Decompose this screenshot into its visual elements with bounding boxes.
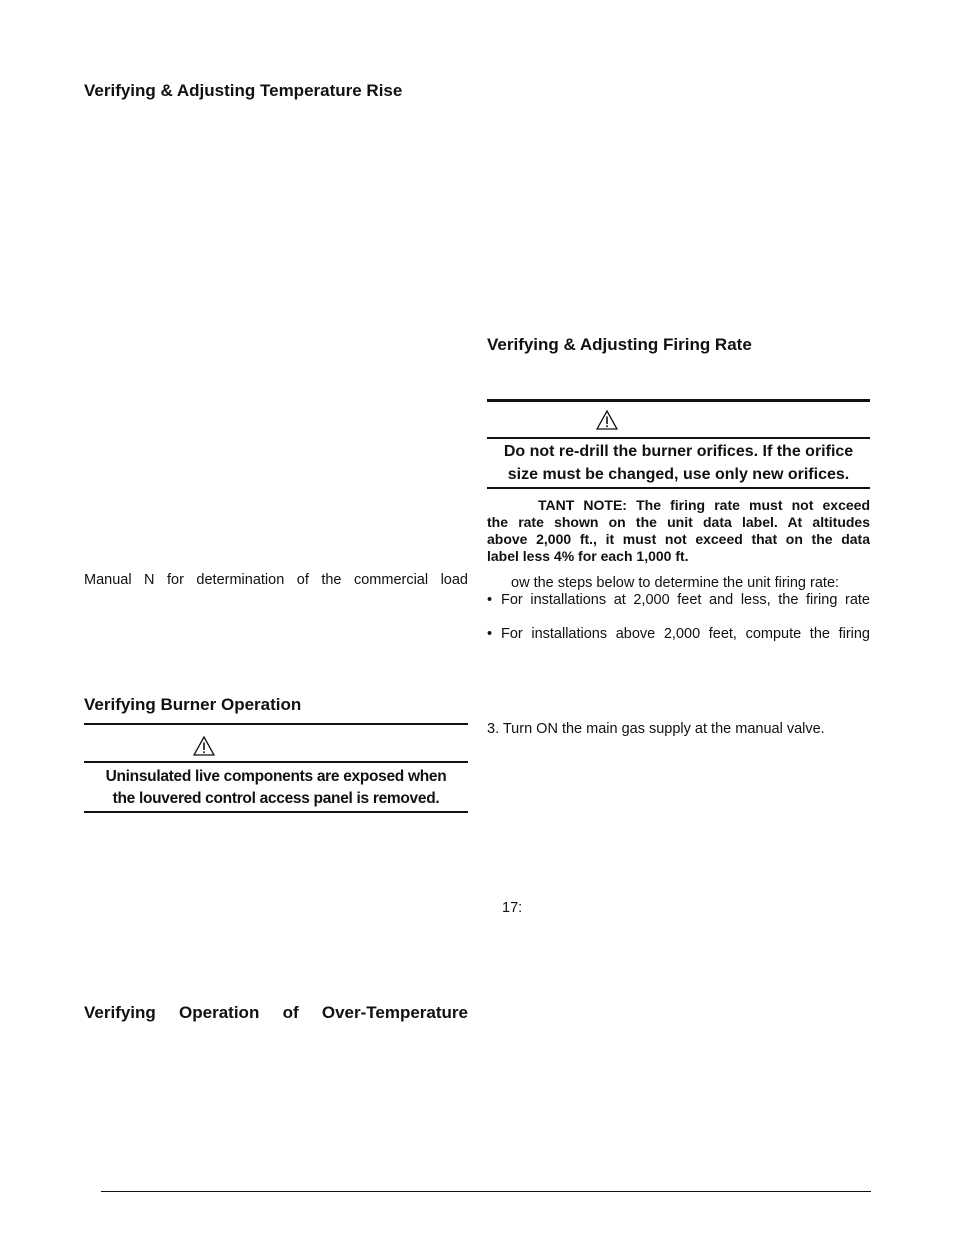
warning-top-rule bbox=[84, 723, 468, 725]
caution-orifice-text bbox=[487, 440, 870, 486]
follow-steps-text: ow the steps below to determine the unit firing rate: bbox=[511, 575, 840, 591]
bullet-item-2 bbox=[487, 626, 870, 643]
important-note-line4: label less 4% for each 1,000 ft. bbox=[487, 548, 689, 564]
warning-triangle-icon bbox=[596, 410, 618, 430]
heading-burner-operation: Verifying Burner Operation bbox=[84, 695, 302, 714]
caution-top-rule bbox=[487, 399, 870, 402]
warning-mid-rule bbox=[84, 761, 468, 763]
step-3-text: 3. Turn ON the main gas supply at the manual valve. bbox=[487, 721, 825, 737]
caution-bottom-rule bbox=[487, 487, 870, 489]
warning-burner-line1: Uninsulated live components are exposed when bbox=[105, 768, 447, 785]
important-note-line1: TANT NOTE: The firing rate must not exceed bbox=[538, 497, 870, 513]
bullet-dot: • bbox=[487, 626, 493, 642]
bullet-item-1 bbox=[487, 592, 870, 609]
heading-firing-rate: Verifying & Adjusting Firing Rate bbox=[487, 335, 752, 354]
bullet-text-2: For installations above 2,000 feet, compute the firing bbox=[501, 626, 870, 642]
important-note-line2: the rate shown on the unit data label. At altitudes bbox=[487, 514, 870, 530]
manual-n-text: Manual N for determination of the commercial load bbox=[84, 572, 468, 588]
warning-burner-line2: the louvered control access panel is removed. bbox=[112, 790, 440, 807]
warning-burner-text bbox=[84, 766, 468, 810]
heading-temperature-rise: Verifying & Adjusting Temperature Rise bbox=[84, 81, 403, 100]
bullet-dot: • bbox=[487, 592, 493, 608]
caution-orifice-line1: Do not re-drill the burner orifices. If the orifice bbox=[503, 443, 854, 460]
footer-rule bbox=[101, 1191, 871, 1192]
caution-orifice-line2: size must be changed, use only new orifices. bbox=[507, 466, 850, 483]
reference-17: 17: bbox=[502, 900, 523, 916]
important-note-line3: above 2,000 ft., it must not exceed that on the data bbox=[487, 531, 870, 547]
heading-over-temperature: Verifying Operation of Over-Temperature bbox=[84, 1003, 468, 1022]
caution-mid-rule bbox=[487, 437, 870, 439]
bullet-text-1: For installations at 2,000 feet and less, the firing rate bbox=[501, 592, 870, 608]
important-note bbox=[487, 497, 870, 565]
warning-bottom-rule bbox=[84, 811, 468, 813]
warning-triangle-icon bbox=[193, 736, 215, 756]
